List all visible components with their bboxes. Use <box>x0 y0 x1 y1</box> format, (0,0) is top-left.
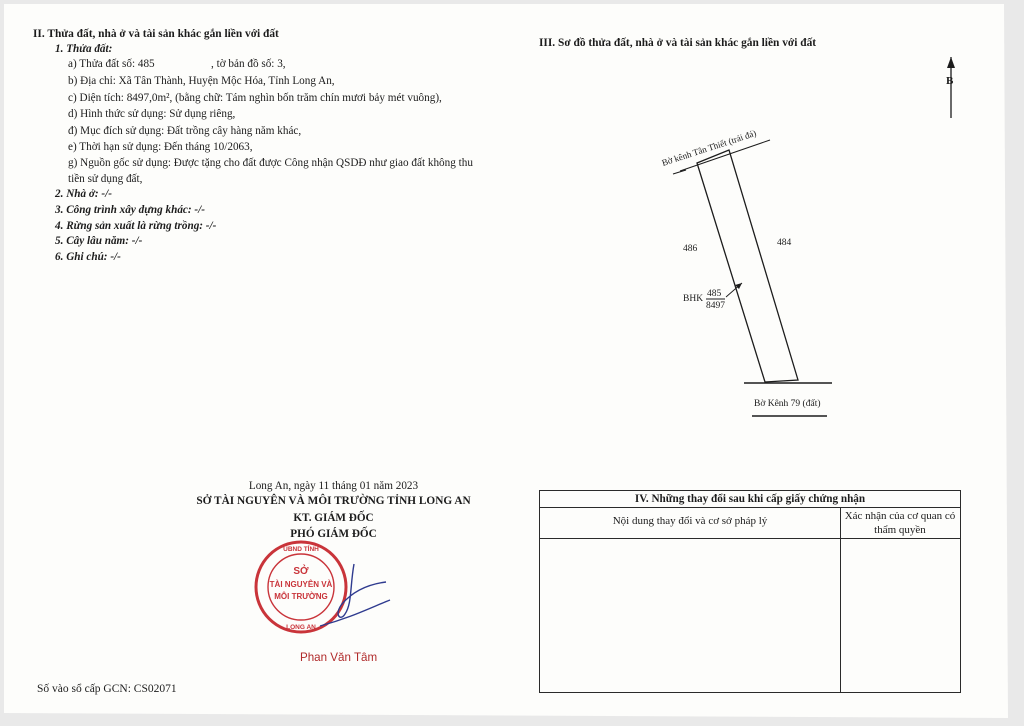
changes-column-header: Nội dung thay đổi và cơ sở pháp lý <box>540 507 840 539</box>
registry-number: Số vào sổ cấp GCN: CS02071 <box>37 683 177 695</box>
section-4-title: IV. Những thay đổi sau khi cấp giấy chứng nhận <box>540 491 960 508</box>
section-2-title: II. Thửa đất, nhà ở và tài sản khác gắn liền với đất <box>33 28 279 40</box>
svg-text:LONG AN: LONG AN <box>286 624 316 631</box>
neighbour-486: 486 <box>683 244 698 254</box>
usage-form: d) Hình thức sử dụng: Sử dụng riêng, <box>68 108 236 120</box>
authority-column-header: Xác nhận của cơ quan có thẩm quyền <box>840 507 960 539</box>
top-canal-label: Bờ kênh Tân Thiết (trải đá) <box>660 127 758 168</box>
usage-origin-cont: tiền sử dụng đất, <box>68 173 143 185</box>
land-type-code: BHK <box>683 294 704 304</box>
north-label: B <box>946 75 954 87</box>
signer-position: PHÓ GIÁM ĐỐC <box>290 528 377 540</box>
land-heading: 1. Thửa đất: <box>55 43 113 55</box>
usage-purpose: đ) Mục đích sử dụng: Đất trồng cây hàng năm khác, <box>68 125 302 137</box>
svg-text:MÔI TRƯỜNG: MÔI TRƯỜNG <box>274 592 328 601</box>
usage-term: e) Thời hạn sử dụng: Đến tháng 10/2063, <box>68 141 253 153</box>
parcel-number: a) Thửa đất số: 485 <box>68 58 155 70</box>
other-works-item: 3. Công trình xây dựng khác: -/- <box>55 204 205 216</box>
changes-table <box>539 490 961 693</box>
signer-name: Phan Văn Tâm <box>300 651 378 664</box>
perennial-item: 5. Cây lâu năm: -/- <box>55 235 143 247</box>
handwritten-signature <box>290 556 400 636</box>
parcel-485-boundary <box>697 150 798 382</box>
neighbour-484: 484 <box>777 238 792 248</box>
svg-text:UBND TỈNH: UBND TỈNH <box>283 546 319 553</box>
parcel-number-label: 485 <box>707 289 722 299</box>
land-address: b) Địa chỉ: Xã Tân Thành, Huyện Mộc Hóa, Tỉnh Long An, <box>68 75 335 87</box>
land-area: c) Diện tích: 8497,0m², (bằng chữ: Tám nghìn bốn trăm chín mươi bảy mét vuông), <box>68 92 442 104</box>
usage-origin: g) Nguồn gốc sử dụng: Được tặng cho đất được Công nhận QSDĐ như giao đất không thu <box>68 157 473 169</box>
notes-item: 6. Ghi chú: -/- <box>55 251 121 263</box>
table-divider <box>840 507 841 692</box>
map-sheet-number: , tờ bản đồ số: 3, <box>211 58 286 70</box>
place-date: Long An, ngày 11 tháng 01 năm 2023 <box>248 480 419 492</box>
svg-text:TÀI NGUYÊN VÀ: TÀI NGUYÊN VÀ <box>269 580 333 589</box>
issuing-org: SỞ TÀI NGUYÊN VÀ MÔI TRƯỜNG TỈNH LONG AN <box>196 495 471 507</box>
parcel-area-label: 8497 <box>706 301 725 311</box>
section-3-title: III. Sơ đồ thửa đất, nhà ở và tài sản khác gắn liền với đất <box>539 37 817 49</box>
bottom-canal-label: Bờ Kênh 79 (đất) <box>754 399 821 409</box>
on-behalf: KT. GIÁM ĐỐC <box>293 512 374 524</box>
top-canal-tick <box>673 170 686 174</box>
forest-item: 4. Rừng sản xuất là rừng trồng: -/- <box>55 220 217 232</box>
house-item: 2. Nhà ở: -/- <box>55 188 112 200</box>
svg-text:SỞ: SỞ <box>293 566 309 577</box>
north-arrow-head <box>947 57 955 68</box>
